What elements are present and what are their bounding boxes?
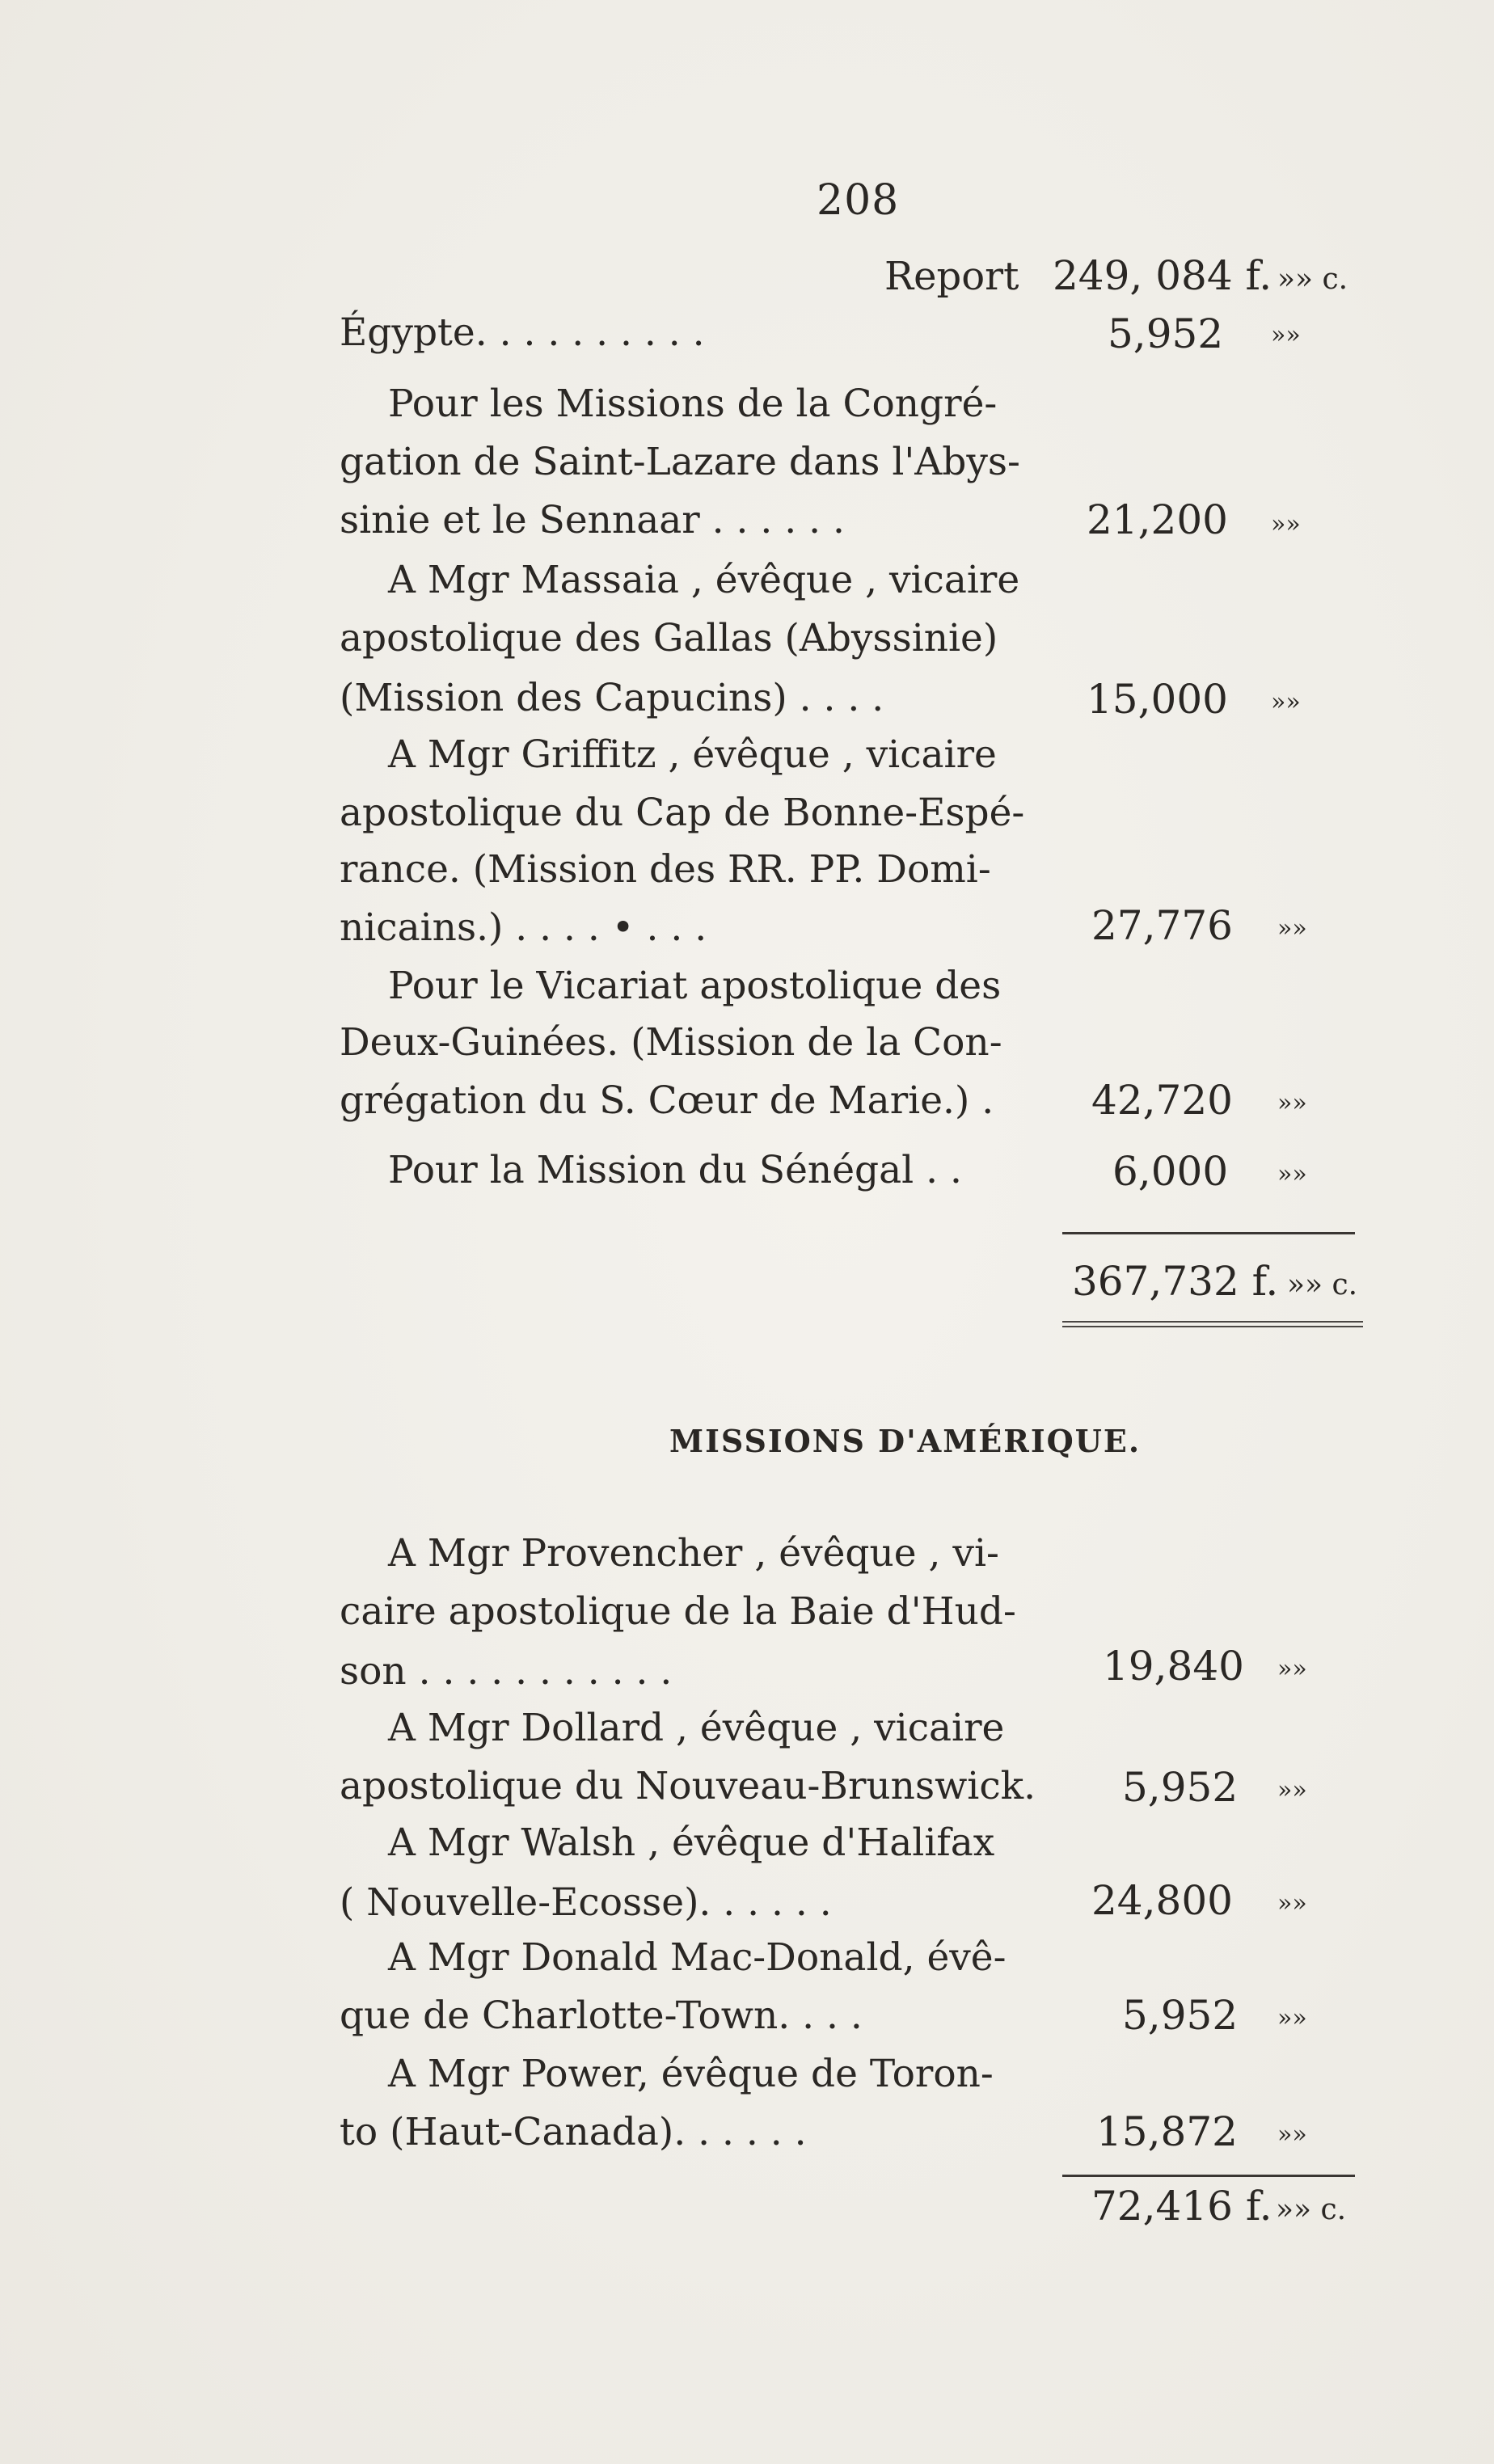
entry-senegal-marks: »» [1277, 1160, 1307, 1188]
entry-dollard-line-1: A Mgr Dollard , évêque , vicaire [388, 1706, 1005, 1750]
page-number: 208 [817, 176, 900, 225]
entry-guinees-line-2: Deux-Guinées. (Mission de la Con- [340, 1020, 1002, 1065]
entry-saint-lazare-amount: 21,200 [1087, 496, 1228, 543]
entry-saint-lazare-marks: »» [1271, 510, 1301, 538]
entry-dollard-line-2: apostolique du Nouveau-Brunswick. [340, 1764, 1036, 1808]
entry-massaia-line-1: A Mgr Massaia , évêque , vicaire [388, 558, 1020, 602]
total-double-rule [1062, 1321, 1363, 1327]
entry-power-line-2: to (Haut-Canada). . . . . . [340, 2110, 807, 2154]
entry-macdonald-amount: 5,952 [1122, 1992, 1239, 2039]
entry-egypte-amount: 5,952 [1108, 310, 1224, 357]
entry-guinees-line-1: Pour le Vicariat apostolique des [388, 964, 1002, 1008]
africa-total-amount: 367,732 f. [1072, 1258, 1279, 1305]
entry-saint-lazare-line-1: Pour les Missions de la Congré- [388, 382, 998, 426]
entry-griffitz-marks: »» [1277, 914, 1307, 943]
entry-guinees-line-3: grégation du S. Cœur de Marie.) . [340, 1078, 994, 1123]
entry-walsh-line-1: A Mgr Walsh , évêque d'Halifax [388, 1821, 995, 1865]
america-total-amount: 72,416 f. [1091, 2183, 1272, 2230]
entry-guinees-amount: 42,720 [1091, 1077, 1233, 1124]
america-total-marks: »» c. [1276, 2193, 1347, 2226]
entry-griffitz-amount: 27,776 [1091, 902, 1233, 949]
entry-guinees-marks: »» [1277, 1089, 1307, 1117]
entry-massaia-amount: 15,000 [1087, 676, 1228, 723]
entry-power-amount: 15,872 [1096, 2108, 1238, 2155]
entry-senegal-amount: 6,000 [1112, 1148, 1229, 1195]
entry-walsh-amount: 24,800 [1091, 1877, 1233, 1924]
entry-egypte-line-1: Égypte. . . . . . . . . . [340, 310, 705, 355]
entry-griffitz-line-3: rance. (Mission des RR. PP. Domi- [340, 847, 991, 892]
entry-egypte-marks: »» [1271, 321, 1301, 349]
entry-massaia-line-2: apostolique des Gallas (Abyssinie) [340, 616, 998, 660]
entry-senegal-line-1: Pour la Mission du Sénégal . . [388, 1148, 962, 1192]
entry-provencher-marks: »» [1277, 1655, 1307, 1683]
entry-power-marks: »» [1277, 2120, 1307, 2149]
entry-griffitz-line-4: nicains.) . . . . • . . . [340, 905, 707, 950]
entry-walsh-marks: »» [1277, 1889, 1307, 1918]
entry-massaia-line-3: (Mission des Capucins) . . . . [340, 676, 884, 720]
entry-walsh-line-2: ( Nouvelle-Ecosse). . . . . . [340, 1880, 832, 1925]
entry-dollard-amount: 5,952 [1122, 1764, 1239, 1811]
africa-total-marks: »» c. [1287, 1268, 1358, 1302]
report-label: Report [884, 254, 1019, 299]
america-subtotal-rule [1062, 2175, 1355, 2177]
entry-power-line-1: A Mgr Power, évêque de Toron- [388, 2052, 994, 2096]
entry-griffitz-line-1: A Mgr Griffitz , évêque , vicaire [388, 732, 997, 777]
entry-massaia-marks: »» [1271, 688, 1301, 716]
entry-macdonald-line-2: que de Charlotte-Town. . . . [340, 1994, 863, 2038]
entry-provencher-line-1: A Mgr Provencher , évêque , vi- [388, 1531, 999, 1576]
report-amount: 249, 084 f. [1053, 252, 1272, 299]
subtotal-rule-top [1062, 1232, 1355, 1234]
entry-griffitz-line-2: apostolique du Cap de Bonne-Espé- [340, 791, 1025, 835]
section-title-america: MISSIONS D'AMÉRIQUE. [669, 1423, 1142, 1459]
entry-provencher-amount: 19,840 [1103, 1643, 1244, 1690]
entry-dollard-marks: »» [1277, 1776, 1307, 1804]
entry-macdonald-marks: »» [1277, 2004, 1307, 2032]
entry-macdonald-line-1: A Mgr Donald Mac-Donald, évê- [388, 1935, 1007, 1980]
entry-saint-lazare-line-2: gation de Saint-Lazare dans l'Abys- [340, 440, 1020, 484]
entry-provencher-line-3: son . . . . . . . . . . . [340, 1649, 673, 1694]
entry-saint-lazare-line-3: sinie et le Sennaar . . . . . . [340, 498, 845, 542]
entry-provencher-line-2: caire apostolique de la Baie d'Hud- [340, 1589, 1016, 1634]
report-marks: »» c. [1277, 263, 1348, 296]
